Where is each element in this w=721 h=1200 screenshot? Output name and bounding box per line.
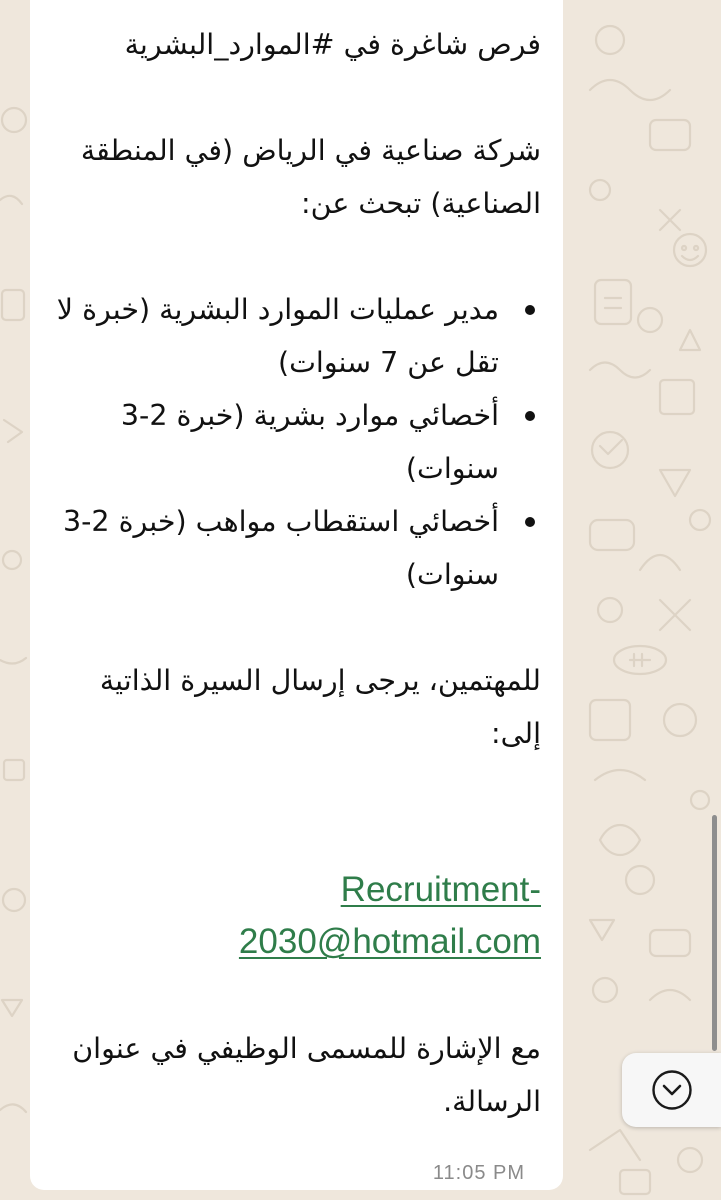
chevron-down-circle-icon [650,1068,694,1112]
bullet-icon [525,517,535,527]
message-title: فرص شاغرة في #الموارد_البشرية [124,28,541,61]
scrollbar-thumb[interactable] [712,815,717,1051]
email-link[interactable]: Recruitment-2030@hotmail.com [238,870,541,961]
list-item [41,283,541,389]
list-item [41,495,541,601]
bullet-icon [525,305,535,315]
message-text [41,18,541,1128]
message-intro: شركة صناعية في الرياض (في المنطقة الصناعية) تبحث عن: [80,134,541,220]
cv-request: للمهتمين، يرجى إرسال السيرة الذاتية إلى: [99,664,541,750]
message-closing: مع الإشارة للمسمى الوظيفي في عنوان الرسالة. [72,1032,541,1118]
message-timestamp: 11:05 PM [432,1162,525,1184]
scroll-to-bottom-button[interactable] [622,1053,721,1127]
message-bubble[interactable] [30,0,563,1190]
position-title: أخصائي استقطاب مواهب (خبرة 2-3 سنوات) [62,505,499,591]
positions-list [41,283,541,601]
bullet-icon [525,411,535,421]
position-title: مدير عمليات الموارد البشرية (خبرة لا تقل عن 7 سنوات) [56,293,499,379]
list-item [41,389,541,495]
position-title: أخصائي موارد بشرية (خبرة 2-3 سنوات) [120,399,499,485]
